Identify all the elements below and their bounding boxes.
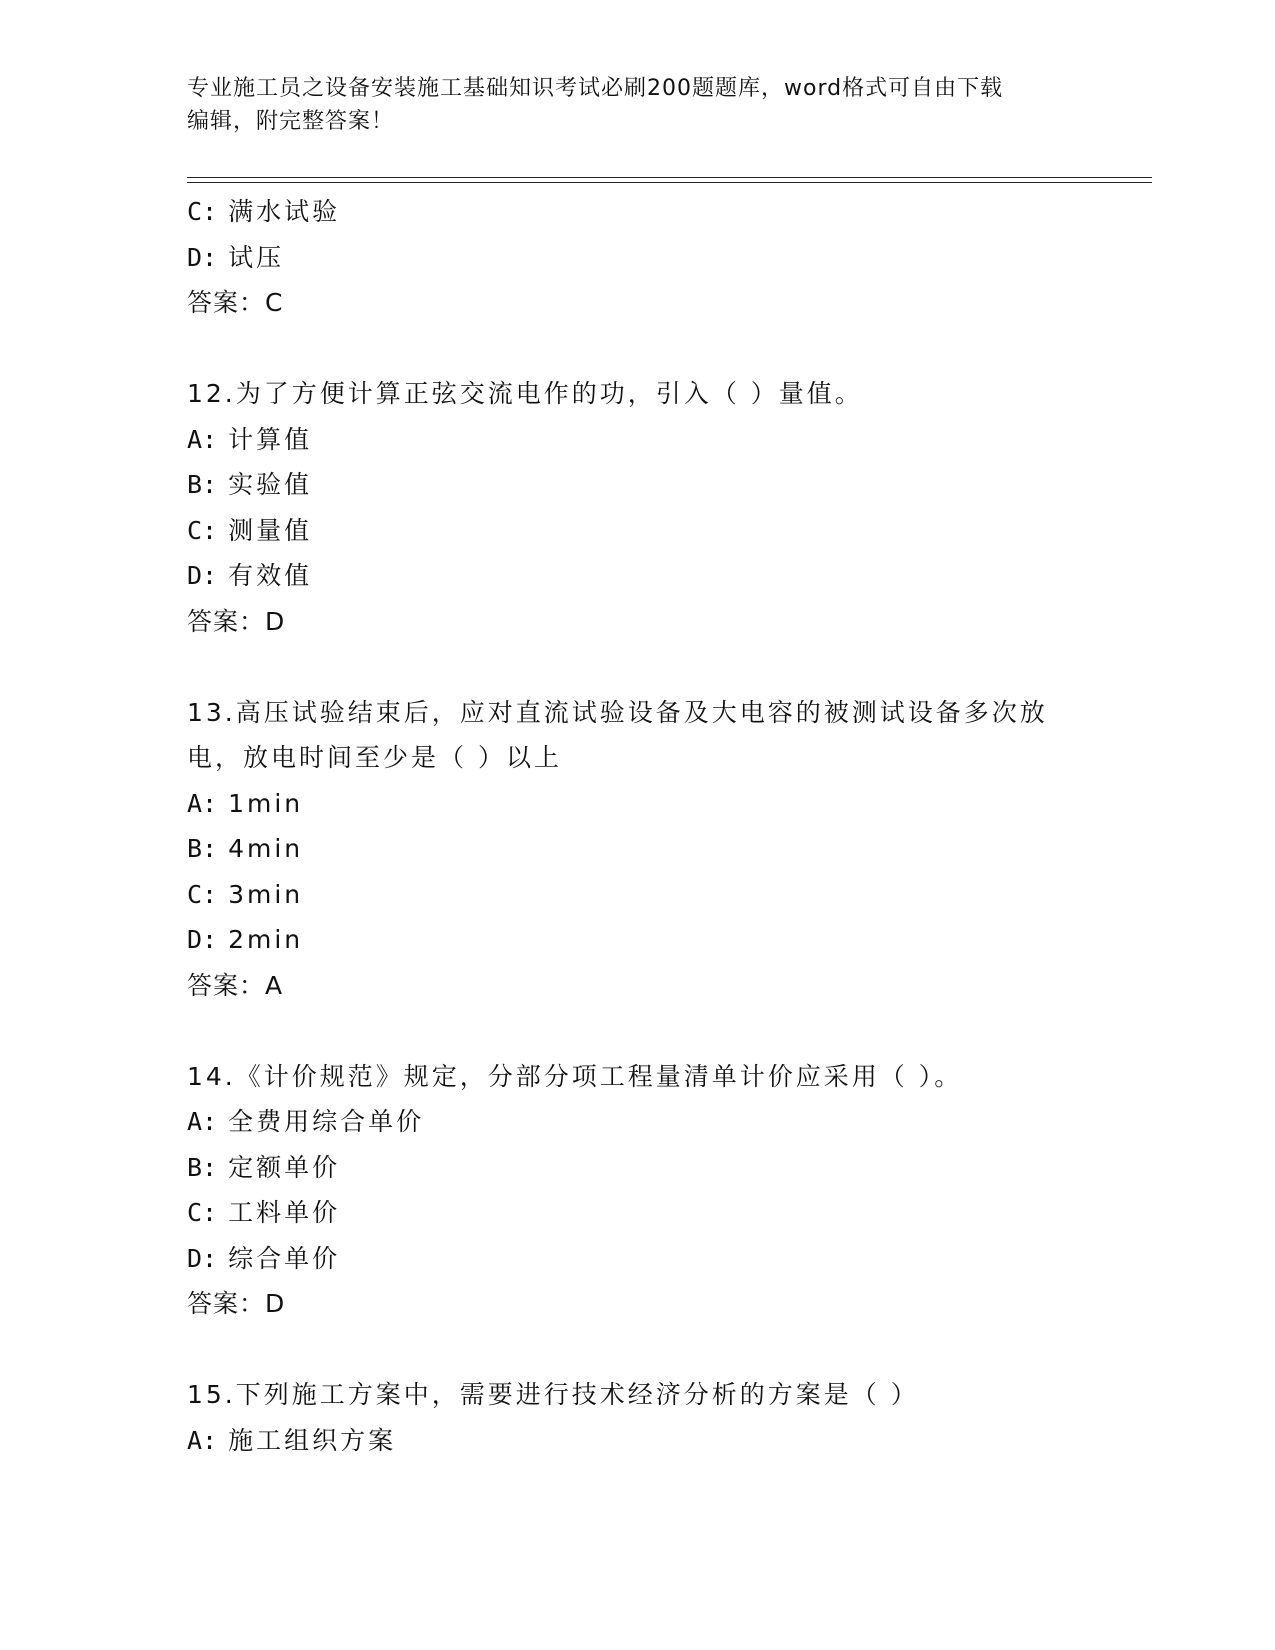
header-line-2: 编辑，附完整答案！ (187, 109, 395, 134)
answer: 答案：D (187, 1289, 286, 1318)
question-13: 13.高压试验结束后，应对直流试验设备及大电容的被测试设备多次放 (187, 697, 1048, 727)
option-b: B: 4min (187, 834, 304, 863)
question-list (187, 189, 1087, 1463)
question-12: 12.为了方便计算正弦交流电作的功，引入（ ）量值。 (187, 379, 863, 408)
option-a: A: 施工组织方案 (187, 1425, 397, 1455)
option-a: A: 计算值 (187, 424, 313, 454)
header-rule-bottom (187, 182, 1152, 183)
option-c: C: 满水试验 (187, 197, 341, 226)
option-c: C: 测量值 (187, 515, 313, 545)
option-b: B: 实验值 (187, 470, 313, 499)
question-14: 14.《计价规范》规定，分部分项工程量清单计价应采用（ ）。 (187, 1061, 963, 1091)
option-d: D: 2min (187, 925, 304, 954)
document-header (187, 72, 1077, 138)
option-a: A: 1min (187, 788, 304, 818)
header-rule-top (187, 177, 1152, 178)
option-a: A: 全费用综合单价 (187, 1107, 425, 1136)
option-d: D: 综合单价 (187, 1243, 341, 1273)
question-13-continued: 电，放电时间至少是（ ）以上 (187, 743, 562, 772)
option-b: B: 定额单价 (187, 1152, 341, 1182)
option-c: C: 工料单价 (187, 1198, 341, 1227)
answer: 答案：C (187, 288, 284, 317)
answer: 答案：D (187, 606, 286, 636)
answer: 答案：A (187, 970, 284, 1000)
option-c: C: 3min (187, 879, 304, 909)
header-line-1: 专业施工员之设备安装施工基础知识考试必刷200题题库，word格式可自由下载 (187, 76, 1004, 101)
option-d: D: 试压 (187, 242, 285, 272)
question-15: 15.下列施工方案中，需要进行技术经济分析的方案是（ ） (187, 1380, 919, 1409)
option-d: D: 有效值 (187, 561, 313, 590)
